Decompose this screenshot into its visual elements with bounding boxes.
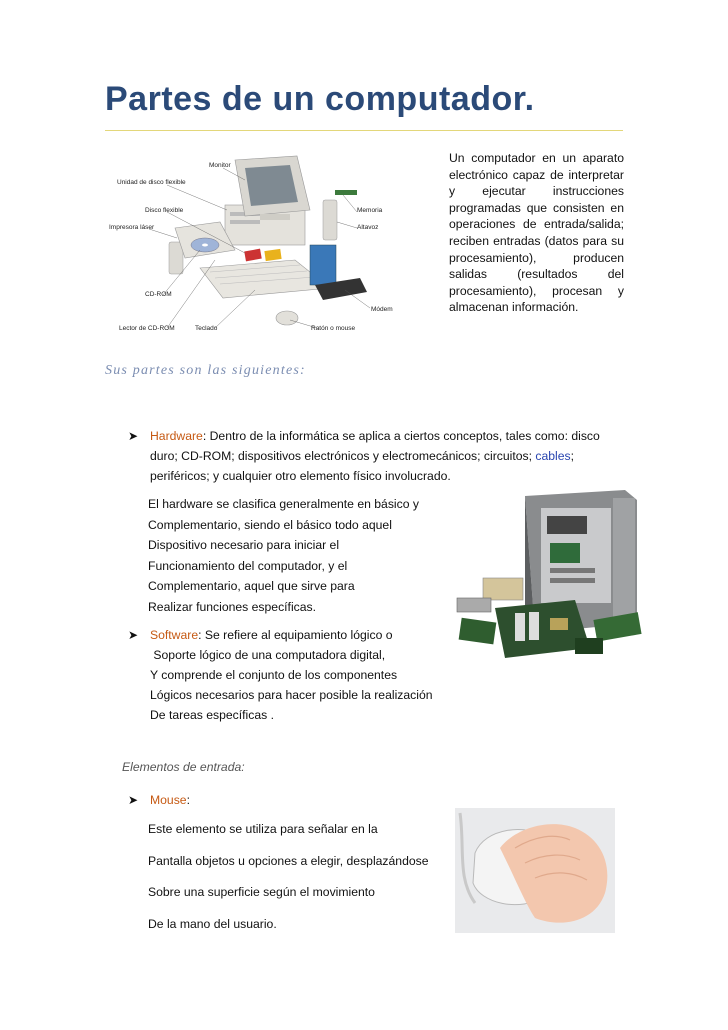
label-cd-reader: Lector de CD-ROM	[119, 325, 175, 332]
intro-paragraph: Un computador en un aparato electrónico capaz de interpretar y ejecutar instrucciones programadas que consisten en operaciones de entrada/salida; reciben entradas (datos para su procesamiento), producen salidas (resultados del procesamiento), procesan y almacenan información.	[449, 151, 624, 315]
hardware-classification	[148, 494, 448, 617]
label-floppy-drive: Unidad de disco flexible	[117, 179, 186, 186]
software-term: Software	[150, 628, 199, 642]
software-bullet	[128, 625, 458, 725]
hardware-components-image	[455, 488, 655, 663]
title-divider	[105, 130, 623, 131]
cables-link[interactable]: cables	[535, 449, 571, 463]
page-title: Partes de un computador.	[105, 80, 535, 118]
paragraph-line: Complementario, aquel que sirve para	[148, 579, 355, 593]
section-subtitle: Sus partes son las siguientes:	[105, 363, 306, 378]
hardware-text-1: : Dentro de la informática se aplica a ciertos conceptos, tales como: disco	[202, 429, 600, 443]
software-line: De tareas específicas .	[150, 708, 274, 722]
label-cdrom: CD-ROM	[145, 291, 172, 298]
hardware-text-2-end: ;	[570, 449, 575, 463]
label-speaker: Altavoz	[357, 224, 379, 231]
paragraph-line: Complementario, siendo el básico todo aquel	[148, 517, 392, 532]
software-line: Soporte lógico de una computadora digital,	[150, 648, 386, 662]
label-memory: Memoria	[357, 207, 383, 214]
arrow-bullet-icon: ➤	[128, 628, 139, 642]
mouse-description	[148, 822, 448, 948]
label-modem: Módem	[371, 306, 393, 313]
software-text-1: : Se refiere al equipamiento lógico o	[198, 628, 393, 642]
input-elements-heading: Elementos de entrada:	[122, 760, 245, 774]
label-printer: Impresora láser	[109, 224, 155, 231]
label-monitor: Monitor	[209, 162, 231, 169]
paragraph-line: Funcionamiento del computador, y el	[148, 558, 348, 573]
computer-parts-illustration	[105, 150, 405, 340]
mouse-bullet	[128, 790, 190, 810]
arrow-bullet-icon: ➤	[128, 429, 139, 443]
paragraph-line: Dispositivo necesario para iniciar el	[148, 538, 340, 552]
label-floppy: Disco flexible	[145, 207, 184, 214]
mouse-line: Pantalla objetos u opciones a elegir, desplazándose	[148, 853, 429, 868]
mouse-line: Este elemento se utiliza para señalar en la	[148, 822, 378, 836]
hardware-bullet	[128, 426, 608, 486]
arrow-bullet-icon: ➤	[128, 793, 139, 807]
software-line: Y comprende el conjunto de los componentes	[150, 668, 398, 682]
mouse-line: Sobre una superficie según el movimiento	[148, 885, 375, 899]
hand-on-mouse-image	[455, 808, 615, 933]
label-mouse: Ratón o mouse	[311, 325, 356, 332]
hardware-text-3: periféricos; y cualquier otro elemento físico involucrado.	[150, 469, 451, 483]
hardware-term: Hardware	[150, 429, 203, 443]
hardware-text-2: duro; CD-ROM; dispositivos electrónicos y electromecánicos; circuitos;	[150, 449, 536, 463]
paragraph-line: Realizar funciones específicas.	[148, 599, 317, 614]
label-keyboard: Teclado	[195, 325, 218, 332]
software-line: Lógicos necesarios para hacer posible la realización	[150, 688, 433, 702]
mouse-term-suffix: :	[186, 793, 190, 807]
mouse-line: De la mano del usuario.	[148, 916, 277, 931]
mouse-term: Mouse	[150, 793, 187, 807]
paragraph-line: El hardware se clasifica generalmente en básico y	[148, 497, 419, 511]
